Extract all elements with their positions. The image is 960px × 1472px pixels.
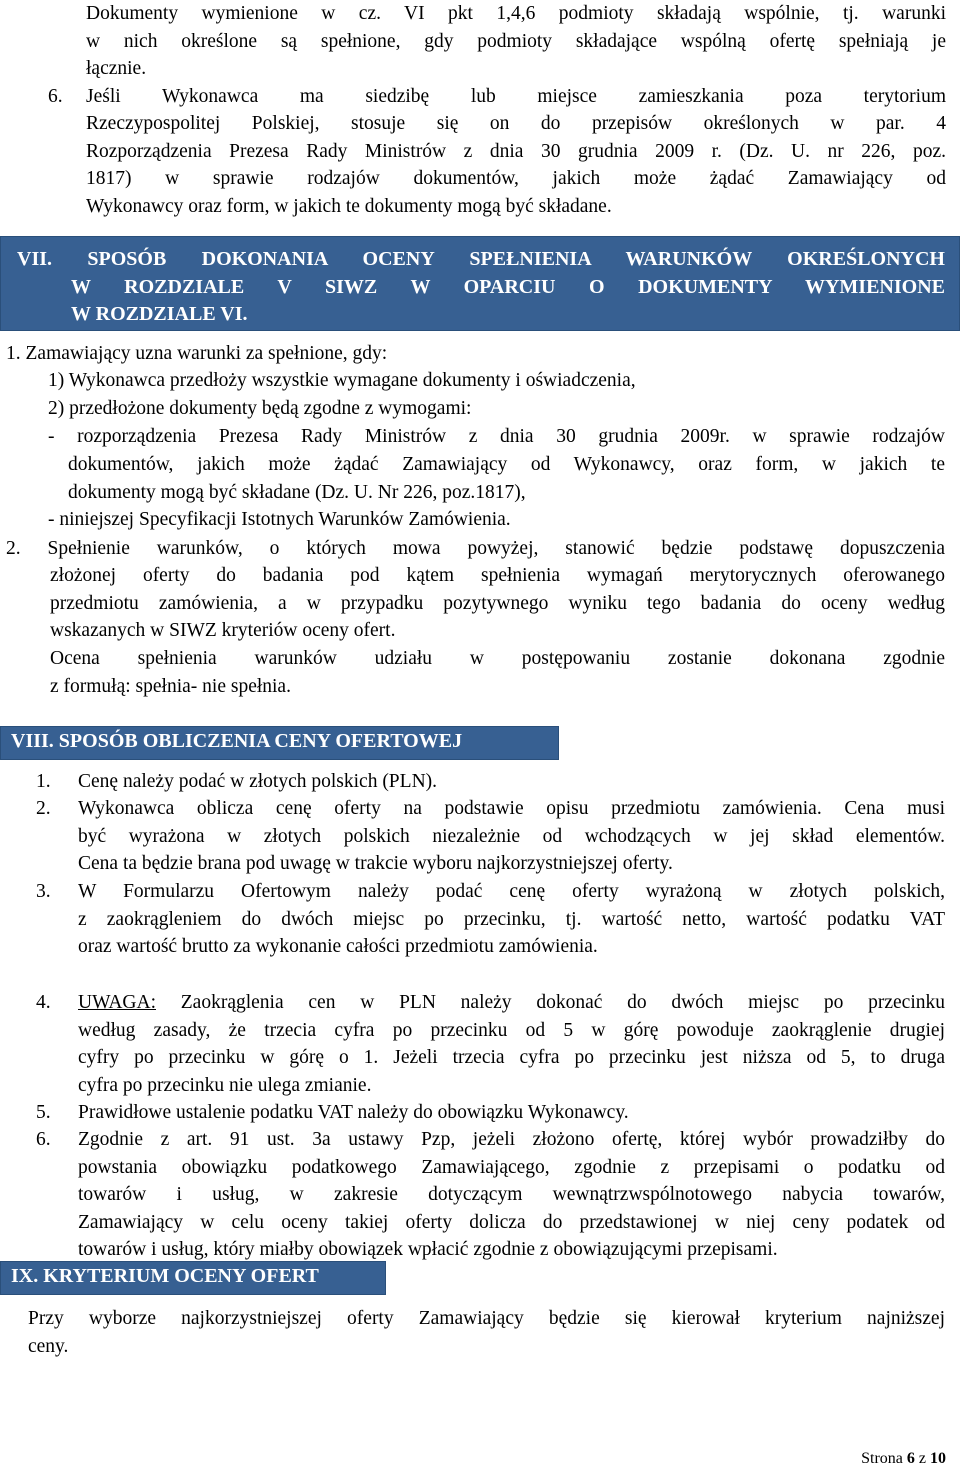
paragraph-line: Ocena spełnienia warunków udziału w postępowaniu zostanie dokonana zgodnie	[50, 648, 945, 669]
intro-line: w nich określone są spełnione, gdy podmioty składające wspólną ofertę spełniają je	[86, 30, 946, 52]
section-8-heading: VIII. SPOSÓB OBLICZENIA CENY OFERTOWEJ	[0, 726, 559, 760]
paragraph-line: przedmiotu zamówienia, a w przypadku pozytywnego wyniku tego badania do oceny według	[50, 593, 945, 614]
item-line: być wyrażona w złotych polskich niezależnie od wchodzących w jej skład elementów.	[78, 825, 945, 847]
list-item: - niniejszej Specyfikacji Istotnych Warunków Zamówienia.	[48, 509, 511, 530]
item-number: 6.	[48, 85, 63, 107]
item-body	[78, 1099, 945, 1127]
item-line: Zamawiający w celu oceny takiej oferty dolicza do przedstawionej w niej ceny podatek od	[78, 1211, 945, 1233]
item-line: z zaokrągleniem do dwóch miejsc po przecinku, tj. wartość netto, wartość podatku VAT	[78, 908, 945, 930]
item-line: Prawidłowe ustalenie podatku VAT należy do obowiązku Wykonawcy.	[78, 1102, 629, 1123]
item-line: cyfra po przecinku nie ulega zmianie.	[78, 1074, 372, 1096]
item-body	[78, 1126, 945, 1264]
item-line: cyfry po przecinku w górę o 1. Jeżeli trzecia cyfra po przecinku jest niższa od 5, to druga	[78, 1047, 945, 1068]
list-item: dokumenty mogą być składane (Dz. U. Nr 226, poz.1817),	[68, 482, 526, 503]
paragraph-line: Przy wyborze najkorzystniejszej oferty Zamawiający będzie się kierował kryterium najniższej	[28, 1308, 945, 1329]
paragraph: 1. Zamawiający uzna warunki za spełnione, gdy:	[6, 343, 388, 364]
item-line: Jeśli Wykonawca ma siedzibę lub miejsce zamieszkania poza terytorium	[86, 85, 946, 107]
list-item: - rozporządzenia Prezesa Rady Ministrów z dnia 30 grudnia 2009r. w sprawie rodzajów	[48, 426, 945, 447]
item-line: Wykonawcy oraz form, w jakich te dokumenty mogą być składane.	[86, 195, 612, 217]
item-body	[78, 768, 945, 796]
item-number: 6.	[36, 1129, 51, 1150]
page-footer	[861, 1450, 946, 1468]
item-line: Wykonawca oblicza cenę oferty na podstawie opisu przedmiotu zamówienia. Cena musi	[78, 798, 945, 819]
item-line: 1817) w sprawie rodzajów dokumentów, jakich może żądać Zamawiający od	[86, 168, 946, 189]
footer-label: Strona	[861, 1450, 903, 1467]
item-line: Rzeczypospolitej Polskiej, stosuje się on do przepisów określonych w par. 4	[86, 113, 946, 134]
item-body	[78, 795, 945, 878]
item-line: oraz wartość brutto za wykonanie całości przedmiotu zamówienia.	[78, 936, 598, 957]
item-line: Zgodnie z art. 91 ust. 3a ustawy Pzp, jeżeli złożono ofertę, której wybór prowadziłby do	[78, 1129, 945, 1150]
paragraph-line: z formułą: spełnia- nie spełnia.	[50, 676, 291, 697]
paragraph-line: złożonej oferty do badania pod kątem spełnienia wymagań merytorycznych oferowanego	[50, 565, 945, 586]
list-item: dokumentów, jakich może żądać Zamawiający od Wykonawcy, oraz form, w jakich te	[68, 454, 945, 475]
item-line: towarów i usług, który miałby obowiązek wpłacić zgodnie z obowiązującymi przepisami.	[78, 1239, 778, 1260]
intro-line: Dokumenty wymienione w cz. VI pkt 1,4,6 podmioty składają wspólnie, tj. warunki	[86, 3, 946, 24]
item-line: według zasady, że trzecia cyfra po przecinku od 5 w górę powoduje zaokrąglenie drugiej	[78, 1019, 945, 1041]
footer-page-number: 6	[906, 1450, 915, 1467]
item-line: powstania obowiązku podatkowego Zamawiającego, zgodnie z przepisami o podatku od	[78, 1156, 945, 1178]
item-line: Rozporządzenia Prezesa Rady Ministrów z dnia 30 grudnia 2009 r. (Dz. U. nr 226, poz.	[86, 140, 946, 162]
footer-page-total: 10	[930, 1450, 946, 1467]
item-line: towarów i usług, w zakresie dotyczącym wewnątrzwspólnotowego nabycia towarów,	[78, 1184, 945, 1205]
item-number: 2.	[36, 798, 51, 819]
list-item: 2) przedłożone dokumenty będą zgodne z wymogami:	[48, 398, 472, 419]
paragraph: 2. Spełnienie warunków, o których mowa powyżej, stanowić będzie podstawę dopuszczenia	[6, 538, 945, 559]
footer-separator: z	[918, 1450, 926, 1467]
section-9-heading: IX. KRYTERIUM OCENY OFERT	[0, 1261, 386, 1295]
item-text: Zaokrąglenia cen w PLN należy dokonać do dwóch miejsc po przecinku	[156, 992, 945, 1013]
item-line	[78, 989, 945, 1017]
intro-item-6	[48, 83, 946, 221]
item-number: 1.	[36, 771, 51, 792]
list-item: 1) Wykonawca przedłoży wszystkie wymagane dokumenty i oświadczenia,	[48, 370, 636, 391]
section-9-body	[28, 1305, 945, 1360]
paragraph-line: wskazanych w SIWZ kryteriów oceny ofert.	[50, 620, 396, 641]
heading-line: VII. SPOSÓB DOKONANIA OCENY SPEŁNIENIA WARUNKÓW OKREŚLONYCH	[17, 248, 945, 270]
heading-line: W ROZDZIALE V SIWZ W OPARCIU O DOKUMENTY WYMIENIONE	[71, 275, 945, 298]
underlined-label: UWAGA:	[78, 992, 156, 1013]
item-body	[78, 989, 945, 1099]
item-number: 5.	[36, 1102, 51, 1123]
item-line: W Formularzu Ofertowym należy podać cenę oferty wyrażoną w złotych polskich,	[78, 881, 945, 902]
item-body	[78, 878, 945, 961]
item-line: Cena ta będzie brana pod uwagę w trakcie wyboru najkorzystniejszej oferty.	[78, 853, 673, 874]
item-number: 4.	[36, 992, 51, 1013]
heading-line: W ROZDZIALE VI.	[71, 303, 248, 325]
item-number: 3.	[36, 881, 51, 902]
paragraph-line: ceny.	[28, 1335, 69, 1357]
intro-line: łącznie.	[86, 58, 147, 79]
item-line: Cenę należy podać w złotych polskich (PLN).	[78, 771, 438, 792]
section-7-heading	[0, 236, 960, 331]
intro-block	[48, 0, 946, 220]
